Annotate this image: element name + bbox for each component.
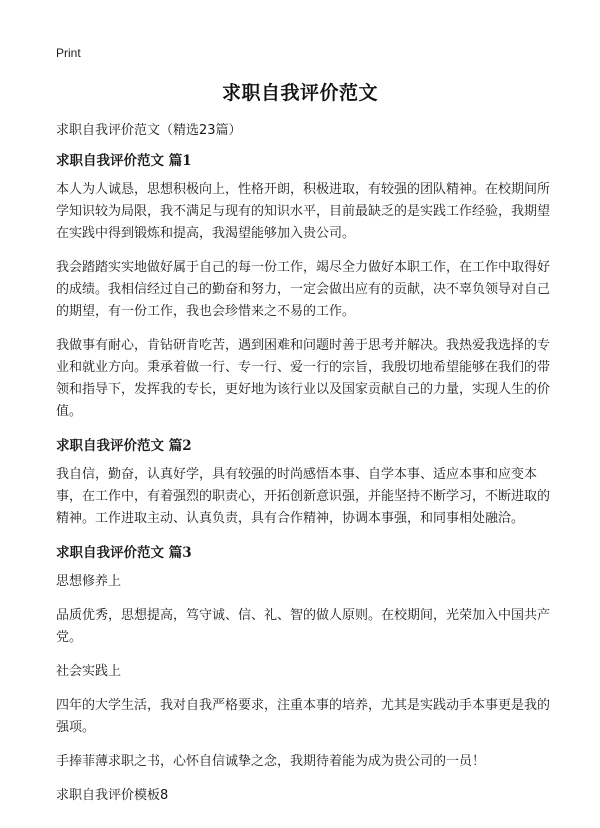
page-title: 求职自我评价范文 bbox=[221, 82, 378, 104]
paragraph: 品质优秀，思想提高，笃守诚、信、礼、智的做人原则。在校期间，光荣加入中国共产党。 bbox=[56, 608, 551, 645]
section-heading-2: 求职自我评价范文 篇2 bbox=[56, 438, 192, 454]
document-body bbox=[56, 120, 556, 819]
paragraph: 本人为人诚恳，思想积极向上，性格开朗，积极进取，有较强的团队精神。在校期间所学知识较为局限，我不满足与现有的知识水平，目前最缺乏的是实践工作经验，我期望在实践中得到锻炼和提高，我渴望能够加入贵公司。 bbox=[56, 182, 551, 241]
paragraph: 社会实践上 bbox=[56, 664, 122, 679]
paragraph: 我做事有耐心，肯钻研肯吃苦，遇到困难和问题时善于思考并解决。我热爱我选择的专业和就业方向。秉承着做一行、专一行、爱一行的宗旨，我殷切地希望能够在我们的带领和指导下，发挥我的专长，更好地为该行业以及国家贡献自己的力量，实现人生的价值。 bbox=[56, 338, 551, 419]
paragraph: 我自信，勤奋，认真好学，具有较强的时尚感悟本事、自学本事、适应本事和应变本事，在工作中，有着强烈的职责心，开拓创新意识强，并能坚持不断学习，不断进取的精神。工作进取主动、认真负责，具有合作精神，协调本事强，和同事相处融洽。 bbox=[56, 467, 551, 526]
print-label: Print bbox=[56, 46, 81, 60]
paragraph: 我会踏踏实实地做好属于自己的每一份工作，竭尽全力做好本职工作，在工作中取得好的成绩。我相信经过自己的勤奋和努力，一定会做出应有的贡献，决不辜负领导对自己的期望，有一份工作，我也会珍惜来之不易的工作。 bbox=[56, 260, 551, 319]
paragraph: 手捧菲薄求职之书，心怀自信诚挚之念，我期待着能为成为贵公司的一员！ bbox=[56, 754, 486, 769]
paragraph: 求职自我评价模板8 bbox=[56, 788, 169, 803]
document-subtitle: 求职自我评价范文（精选23篇） bbox=[56, 123, 242, 138]
section-heading-3: 求职自我评价范文 篇3 bbox=[56, 545, 192, 561]
paragraph: 四年的大学生活，我对自我严格要求，注重本事的培养，尤其是实践动手本事更是我的强项。 bbox=[56, 698, 551, 735]
paragraph: 思想修养上 bbox=[56, 574, 122, 589]
section-heading-1: 求职自我评价范文 篇1 bbox=[56, 153, 192, 169]
